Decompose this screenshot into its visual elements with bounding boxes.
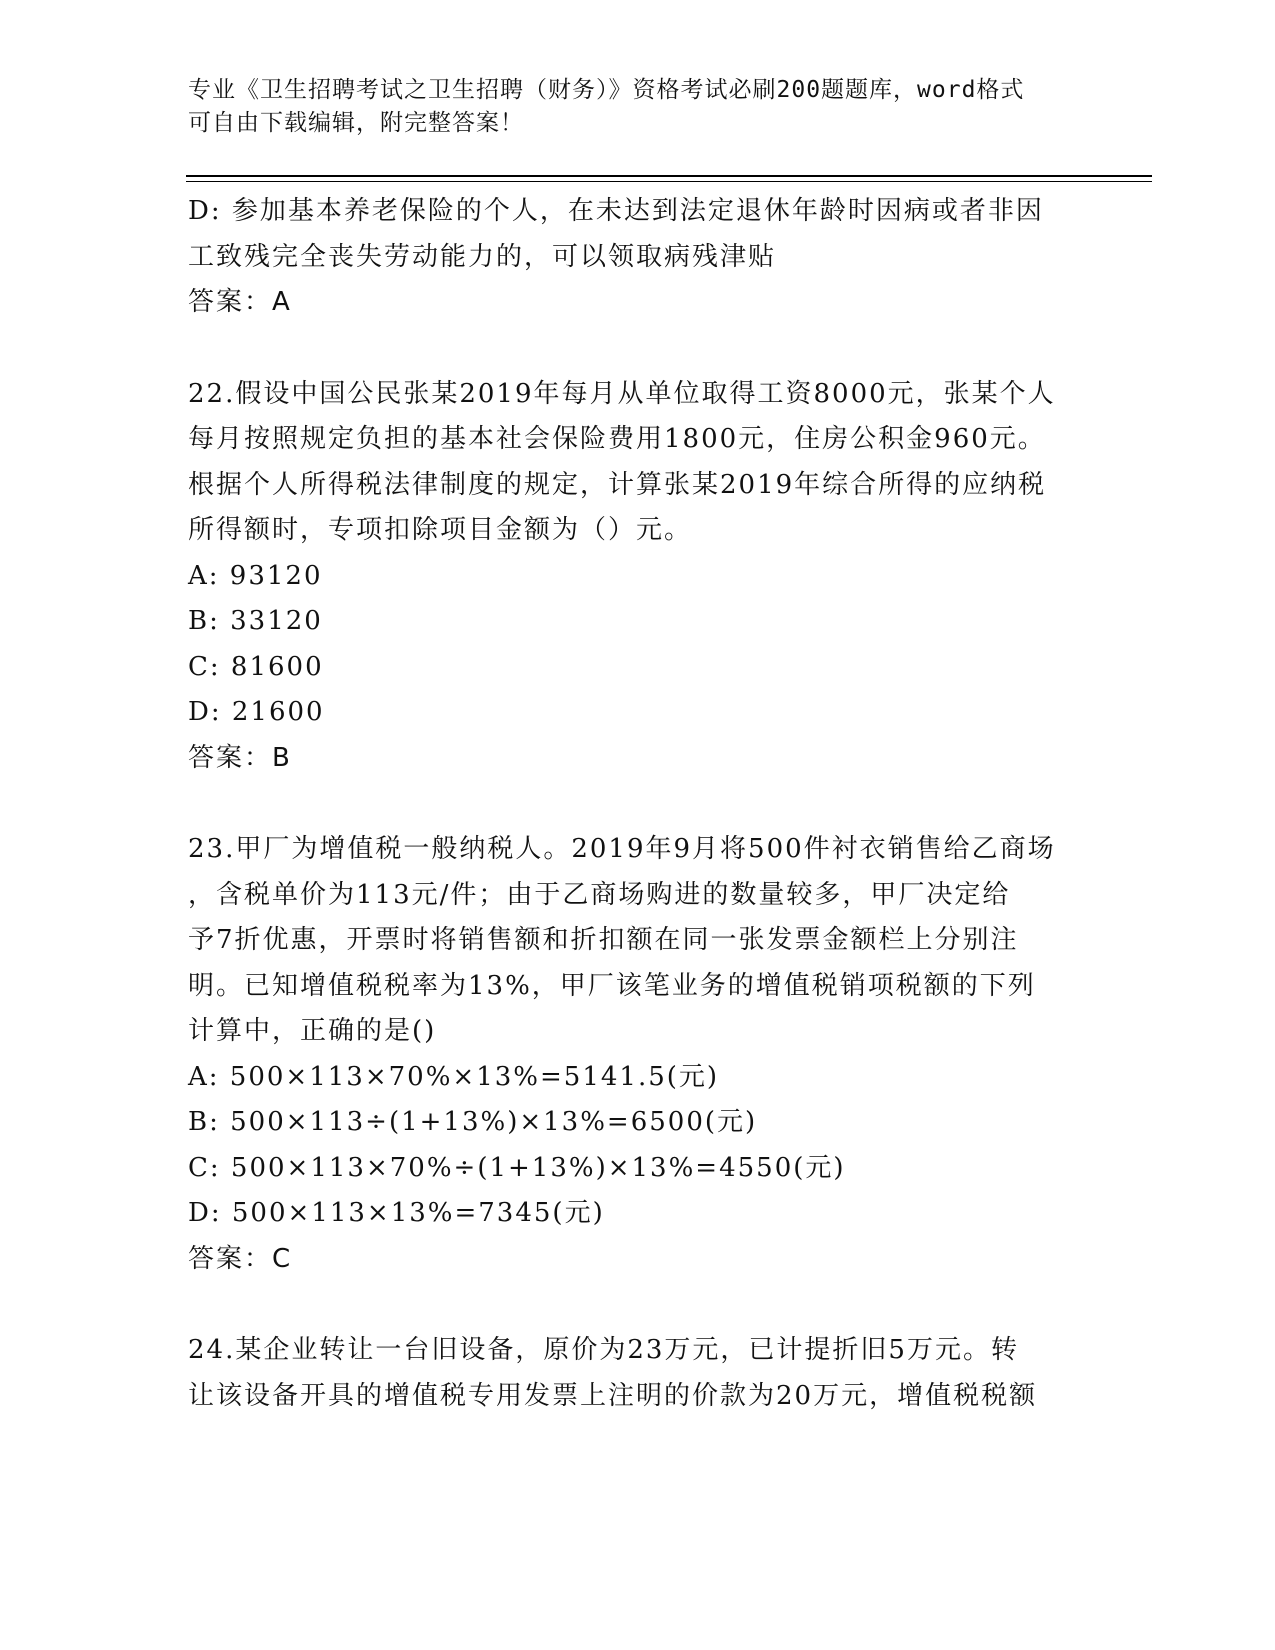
header-rule-thick <box>186 175 1152 177</box>
spacer <box>188 1282 1088 1328</box>
spacer <box>188 781 1088 827</box>
question-21-tail <box>188 189 1088 326</box>
question-22-stem-line: 22.假设中国公民张某2019年每月从单位取得工资8000元，张某个人 <box>188 378 1056 409</box>
question-23-option-d: D: 500×113×13%=7345(元) <box>188 1198 605 1228</box>
question-24-stem-line: 24.某企业转让一台旧设备，原价为23万元，已计提折旧5万元。转 <box>188 1335 1019 1365</box>
option-d-line-1: D: 参加基本养老保险的个人，在未达到法定退休年龄时因病或者非因 <box>188 196 1044 226</box>
question-23-option-c: C: 500×113×70%÷(1+13%)×13%=4550(元) <box>188 1152 846 1183</box>
question-23-stem-line: 23.甲厂为增值税一般纳税人。2019年9月将500件衬衣销售给乙商场 <box>188 834 1056 864</box>
question-23-stem-line: 予7折优惠，开票时将销售额和折扣额在同一张发票金额栏上分别注 <box>188 925 1019 955</box>
question-23-stem-line: 计算中，正确的是() <box>188 1016 437 1046</box>
question-23-option-b: B: 500×113÷(1+13%)×13%=6500(元) <box>188 1107 758 1137</box>
answer-22: 答案：B <box>188 742 292 773</box>
question-22 <box>188 372 1088 782</box>
document-header <box>188 74 1088 140</box>
question-23 <box>188 827 1088 1282</box>
question-22-option-a: A: 93120 <box>188 560 323 591</box>
question-23-stem-line: 明。已知增值税税率为13%，甲厂该笔业务的增值税销项税额的下列 <box>188 970 1036 1001</box>
question-22-option-d: D: 21600 <box>188 697 325 727</box>
question-22-option-b: B: 33120 <box>188 606 323 636</box>
header-line-2: 可自由下载编辑，附完整答案！ <box>188 110 524 136</box>
header-rule-thin <box>186 181 1152 182</box>
question-24 <box>188 1328 1088 1419</box>
spacer <box>188 326 1088 372</box>
question-24-stem-line: 让该设备开具的增值税专用发票上注明的价款为20万元，增值税税额 <box>188 1380 1038 1411</box>
answer-21: 答案：A <box>188 287 292 317</box>
question-content <box>188 189 1088 1419</box>
question-22-stem-line: 根据个人所得税法律制度的规定，计算张某2019年综合所得的应纳税 <box>188 469 1047 500</box>
header-line-1: 专业《卫生招聘考试之卫生招聘（财务）》资格考试必刷200题题库，word格式 <box>188 77 1025 103</box>
answer-23: 答案：C <box>188 1243 293 1274</box>
question-22-stem-line: 所得额时，专项扣除项目金额为（）元。 <box>188 515 693 545</box>
question-22-option-c: C: 81600 <box>188 651 324 682</box>
question-22-stem-line: 每月按照规定负担的基本社会保险费用1800元，住房公积金960元。 <box>188 424 1046 454</box>
option-d-line-2: 工致残完全丧失劳动能力的，可以领取病残津贴 <box>188 241 777 272</box>
question-23-stem-line: ，含税单价为113元/件；由于乙商场购进的数量较多，甲厂决定给 <box>188 879 1011 910</box>
question-23-option-a: A: 500×113×70%×13%=5141.5(元) <box>188 1061 720 1092</box>
